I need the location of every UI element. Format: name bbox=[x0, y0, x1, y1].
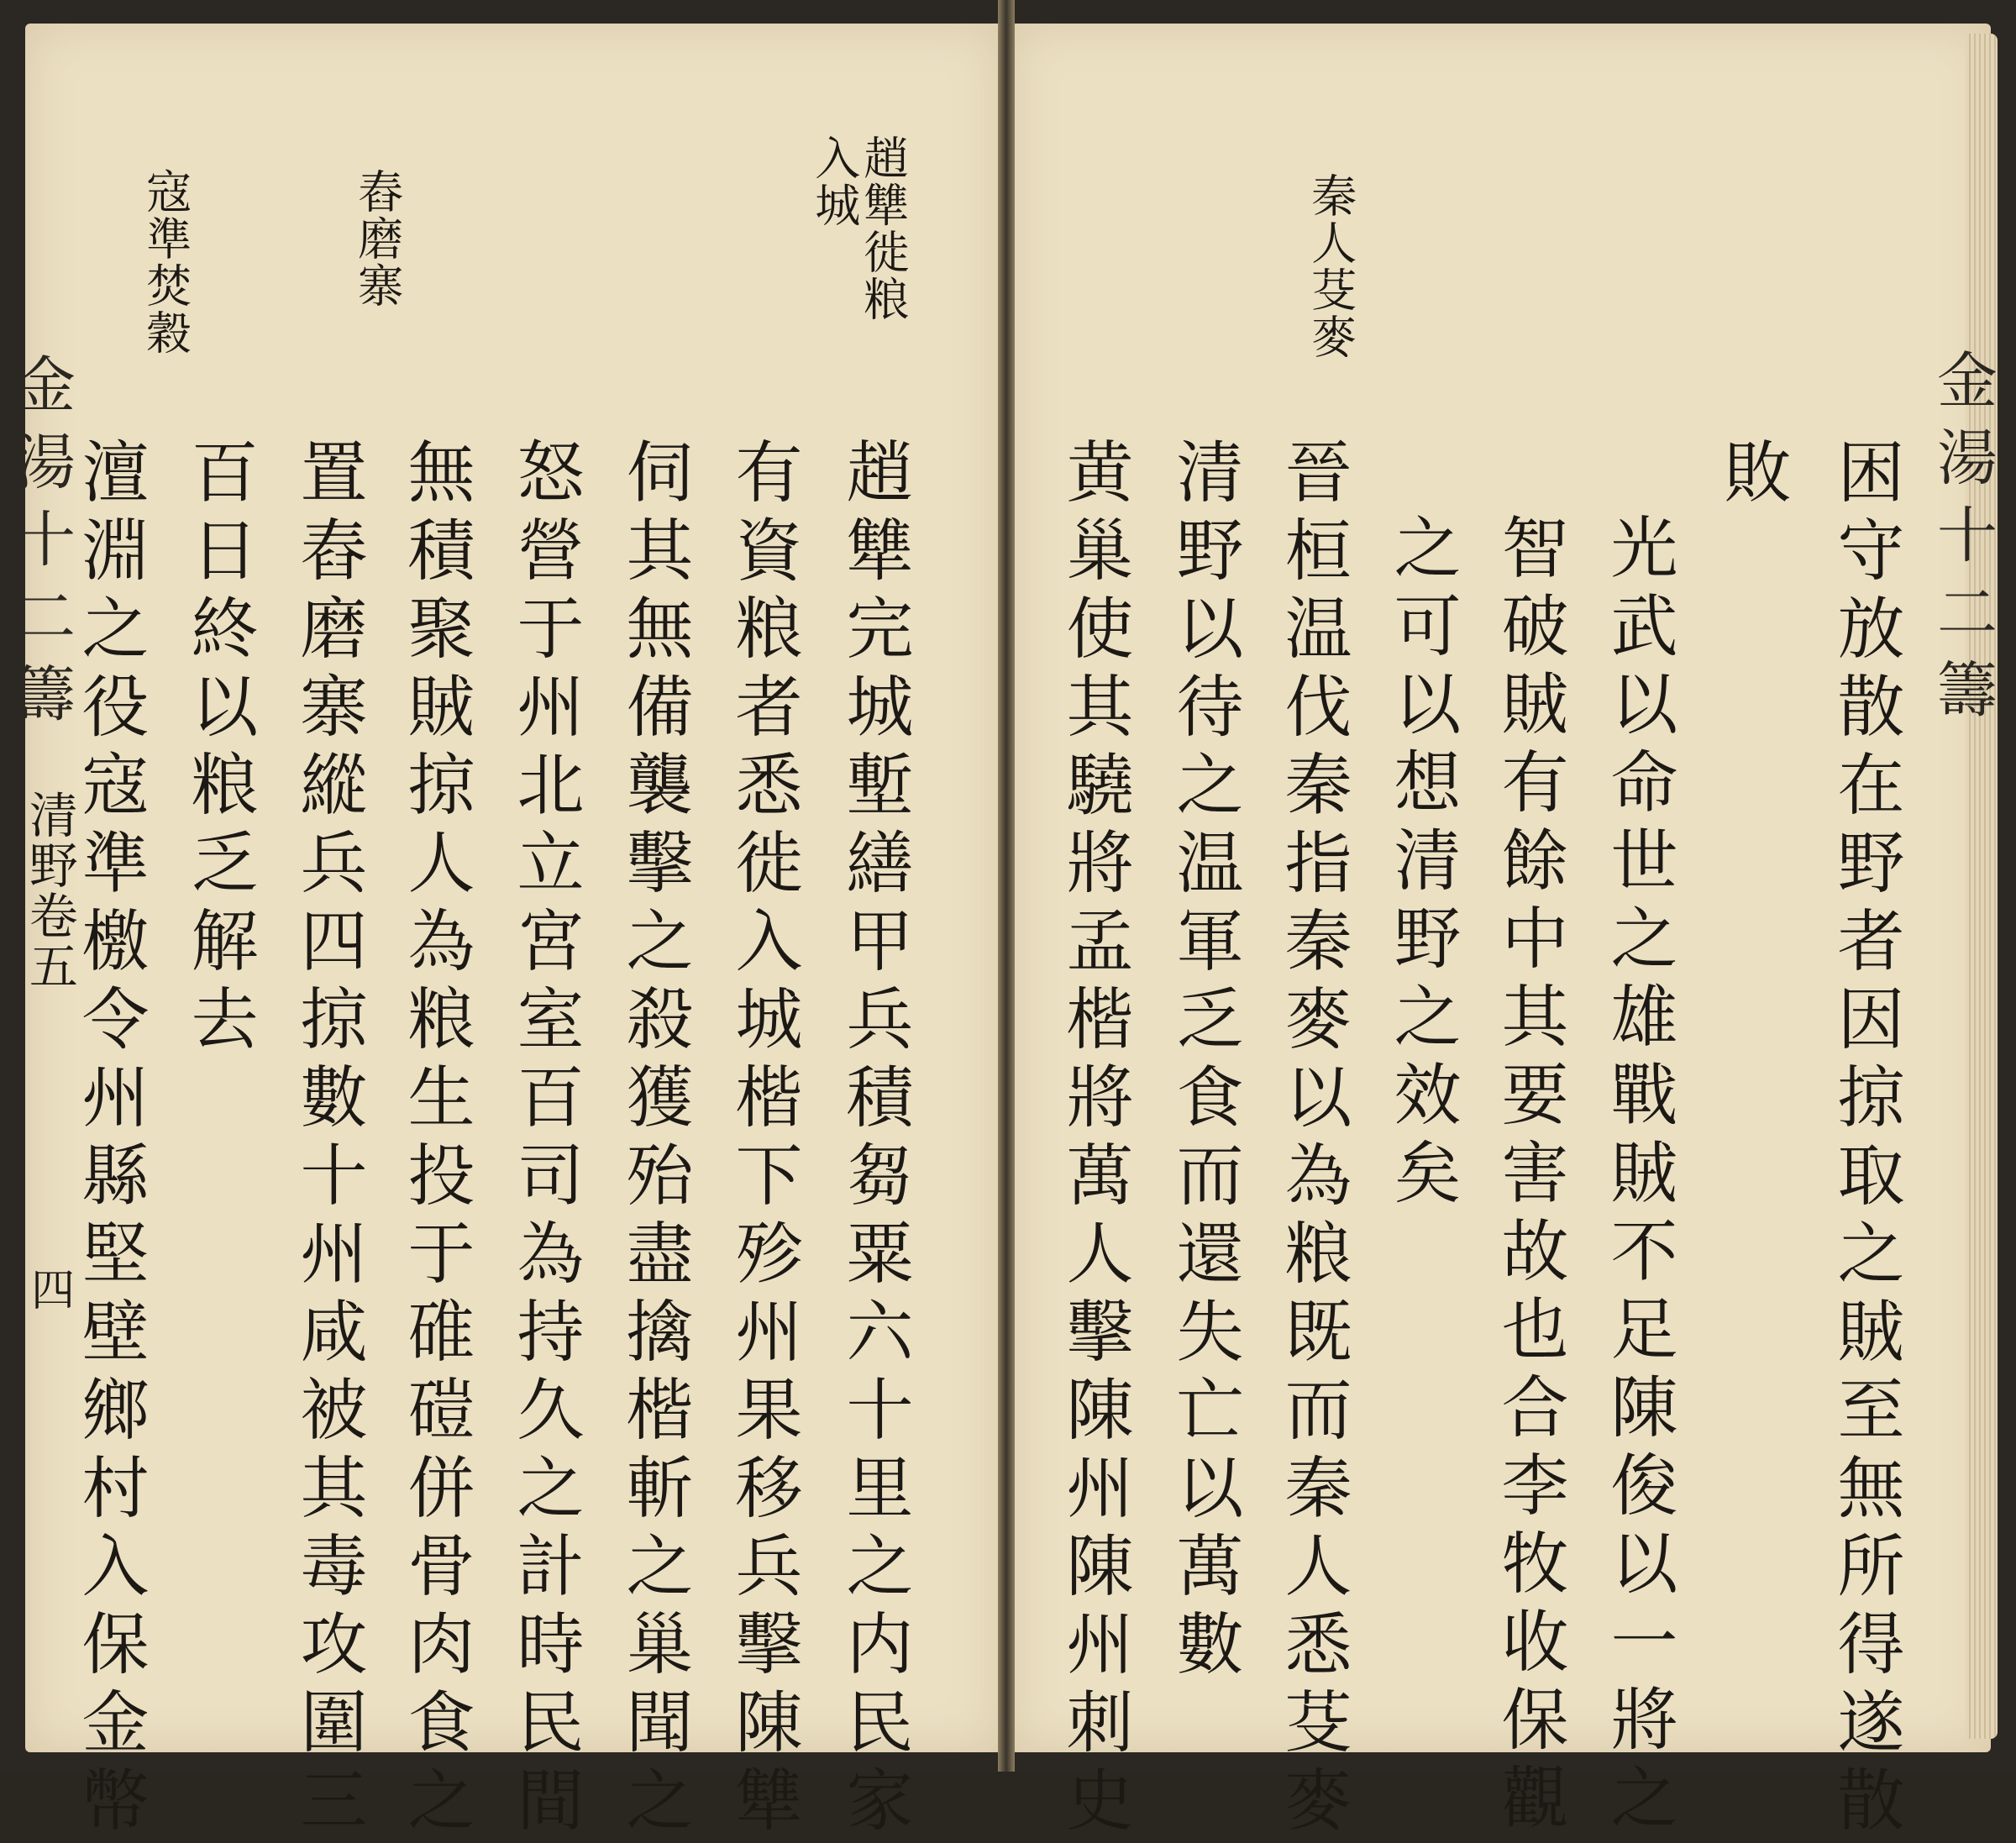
chapter-label: 清野卷五 bbox=[20, 790, 78, 991]
text-column: 澶淵之役寇準檄令州縣堅壁鄉村入保金幣 bbox=[71, 437, 149, 1843]
text-column: 清野以待之温軍乏食而還失亡以萬數 bbox=[1165, 437, 1243, 1687]
text-column: 怒營于州北立宮室百司為持久之計時民間 bbox=[506, 437, 584, 1843]
marginal-note: 入城 bbox=[807, 134, 861, 228]
text-column: 敗 bbox=[1713, 437, 1791, 515]
text-column: 黄巢使其驍將孟楷將萬人擊陳州陳州刺史 bbox=[1055, 437, 1133, 1843]
text-column: 智破賊有餘中其要害故也合李牧收保觀 bbox=[1490, 512, 1568, 1840]
text-column: 無積聚賊掠人為粮生投于碓磑併骨肉食之 bbox=[396, 437, 475, 1843]
text-column: 伺其無備襲擊之殺獲殆盡擒楷斬之巢聞之 bbox=[615, 437, 693, 1843]
text-column: 光武以命世之雄戰賊不足陳俊以一將之 bbox=[1599, 512, 1677, 1840]
text-column: 百日終以粮乏解去 bbox=[180, 437, 258, 1062]
text-column: 晉桓温伐秦指秦麥以為粮既而秦人悉芟麥 bbox=[1273, 437, 1352, 1843]
marginal-note: 秦人芟麥 bbox=[1304, 172, 1357, 360]
text-column: 置舂磨寨縱兵四掠數十州咸被其毒攻圍三 bbox=[289, 437, 367, 1843]
book-gutter bbox=[998, 0, 1015, 1772]
book-title: 金湯十二籌 bbox=[1927, 349, 1998, 735]
page-number: 四 bbox=[23, 1267, 74, 1312]
book-title: 金湯十二籌 bbox=[5, 353, 76, 739]
text-column: 之可以想清野之效矣 bbox=[1383, 512, 1461, 1216]
page-edges bbox=[1966, 34, 1998, 1739]
text-column: 趙犨完城塹繕甲兵積芻粟六十里之内民家 bbox=[835, 437, 913, 1843]
text-column: 困守放散在野者因掠取之賊至無所得遂散 bbox=[1826, 437, 1904, 1843]
marginal-note: 寇準焚穀 bbox=[139, 168, 192, 356]
marginal-note: 趙犨徙粮 bbox=[856, 134, 910, 323]
marginal-note: 舂磨寨 bbox=[350, 168, 404, 309]
text-column: 有資粮者悉徙入城楷下殄州果移兵擊陳犨 bbox=[724, 437, 802, 1843]
